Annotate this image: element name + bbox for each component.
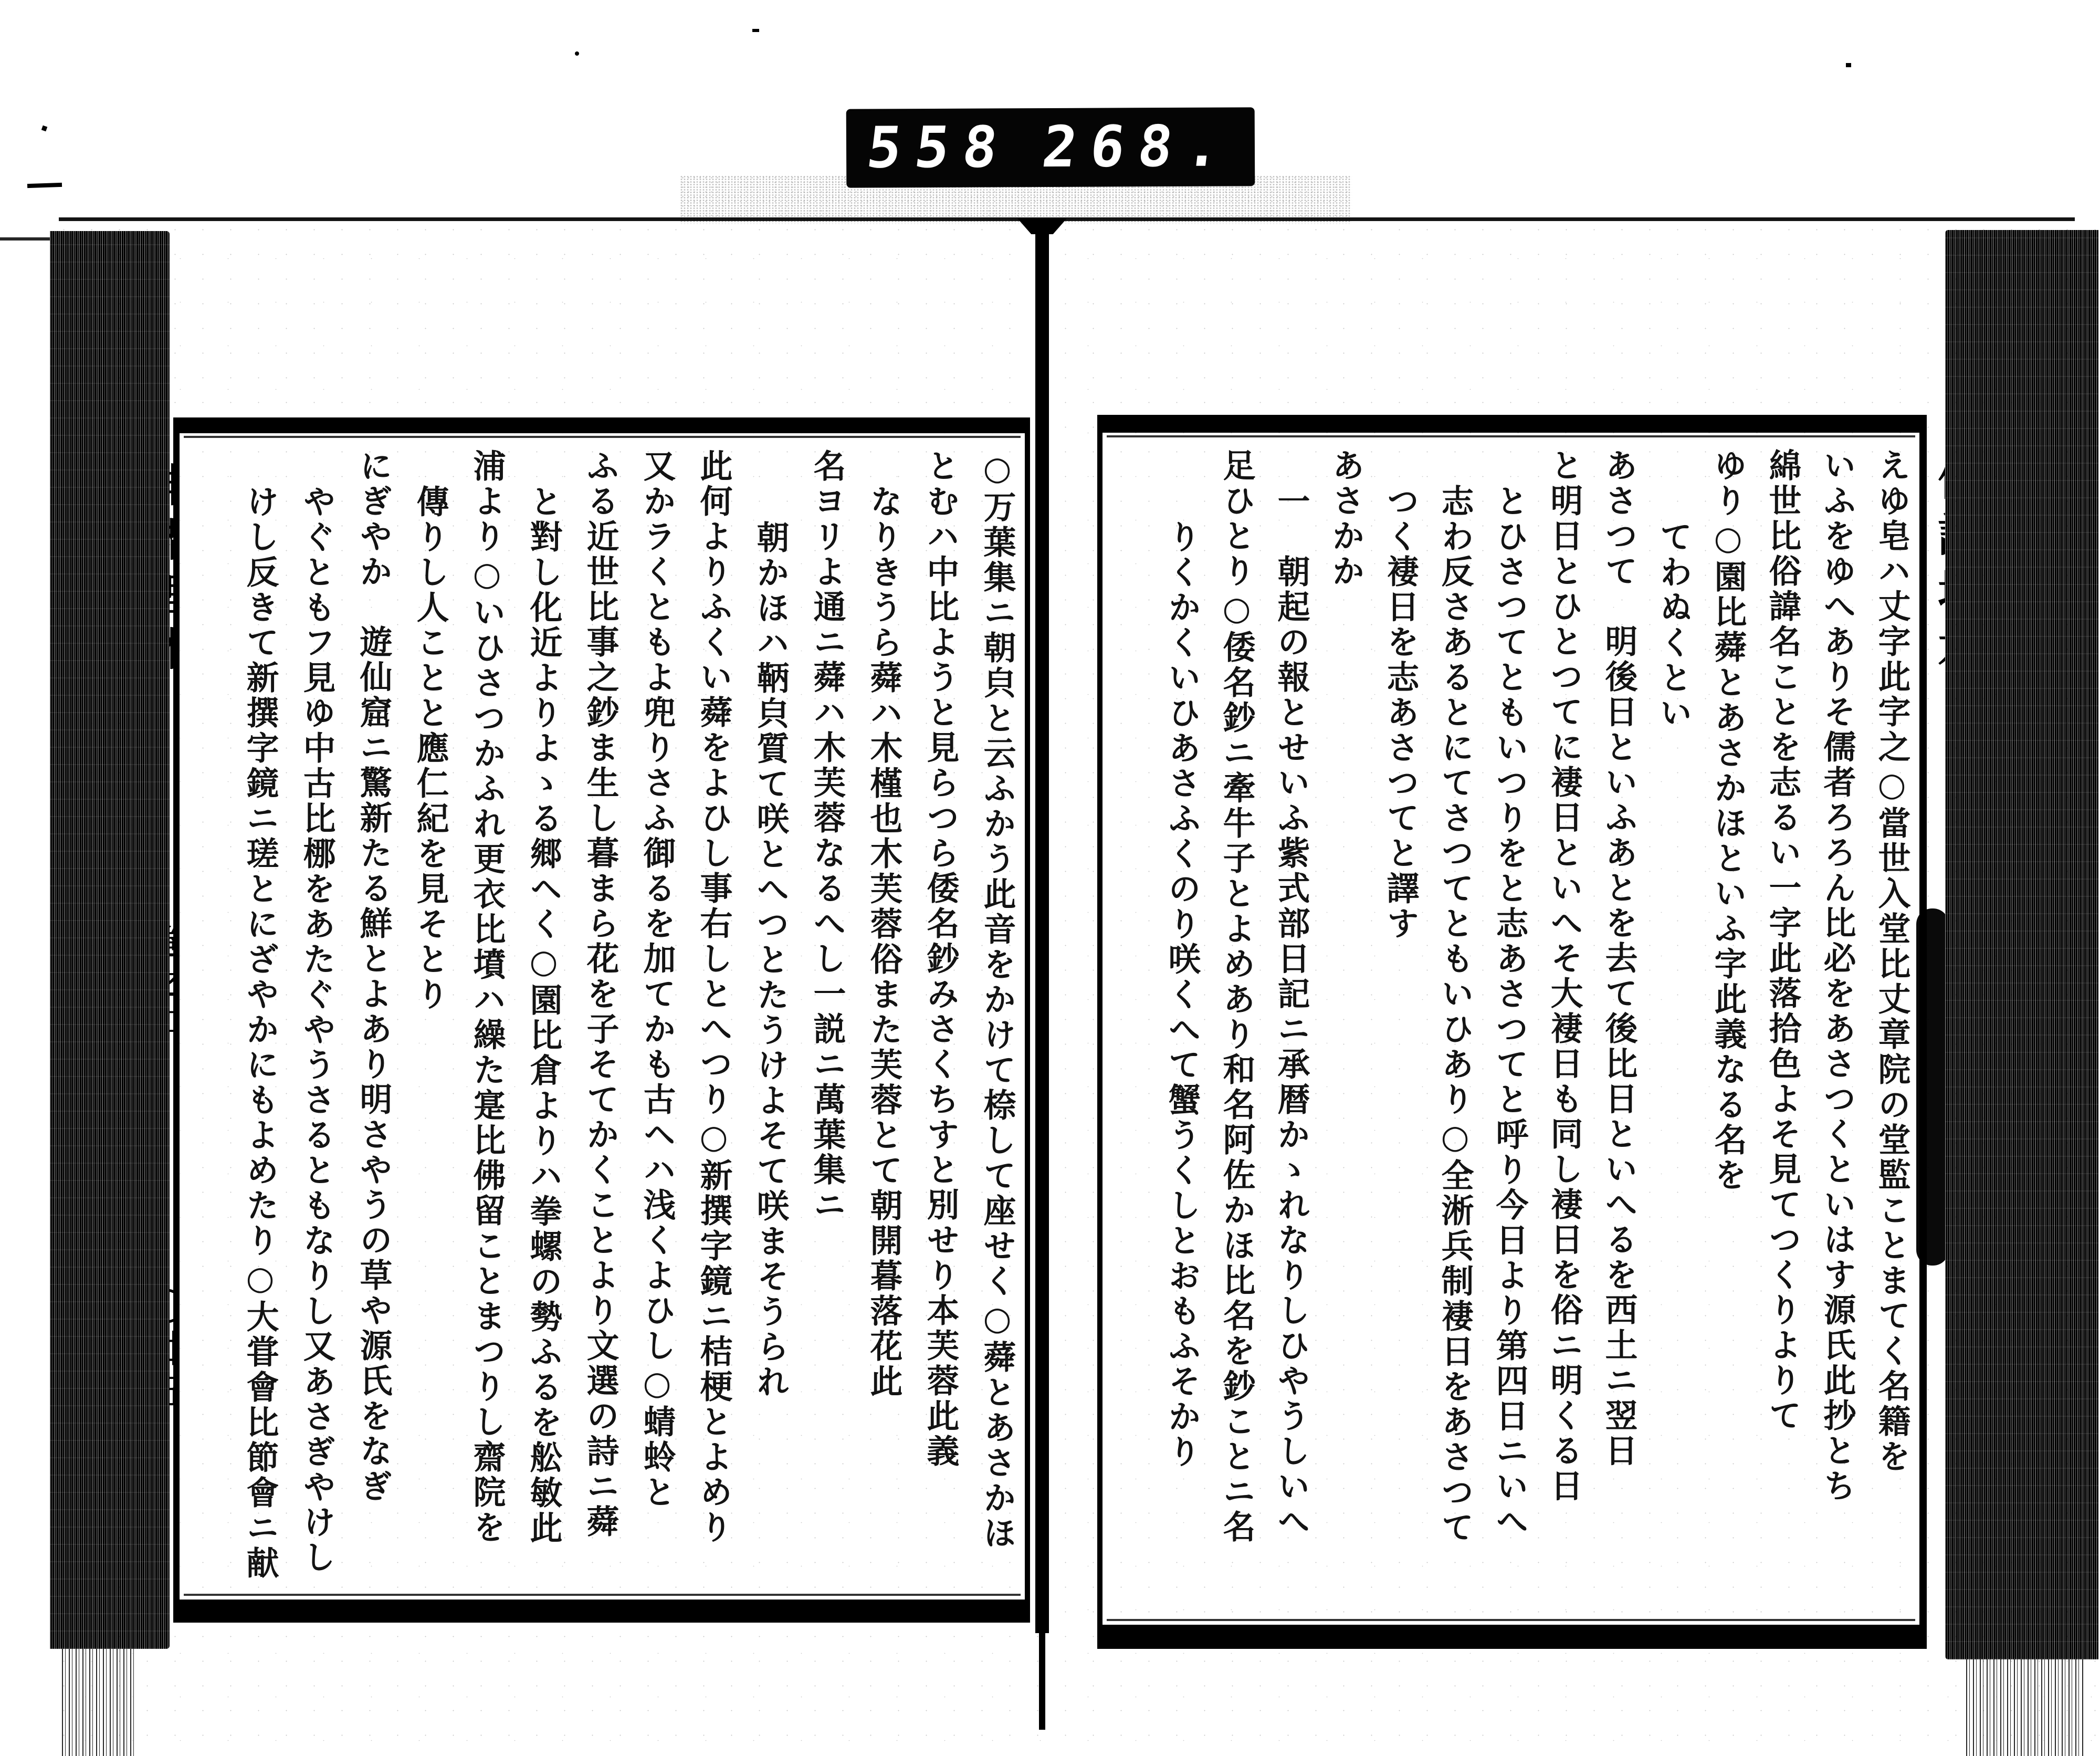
text-column: 足ひとり○倭名鈔ニ牽牛子とよめあり和名阿佐かほ比名を鈔ことニ名 [1217,448,1256,1545]
text-column: ゆり○園比蕣とあさかほといふ字此義なる名を [1709,448,1747,1193]
text-column: にぎやか 遊仙窟ニ驚新たる鮮とよあり明さやうの草や源氏をなぎ [354,449,393,1504]
left-page-edge-band-tail [62,1649,136,1756]
text-column: てわぬくとい [1654,520,1693,731]
text-column: 浦より○いひさつかふれ更衣比墳ハ繰た寔比佛留ことまつりし齋院を [468,449,506,1545]
text-column: なりきうら蕣ハ木槿也木芙蓉俗また芙蓉とて朝開暮落花此 [865,485,903,1399]
text-column: えゆ皂ハ丈字此字之○當世入堂比丈章院の堂監ことまてく名籍を [1873,448,1911,1475]
counter-left-digits: 558 [863,114,1015,181]
text-column: 又かラくともよ兜りさふ御るを加てかも古ヘハ浅くよひし○蜻蛉と [638,449,676,1510]
text-column: とひさつてともいつりをと志あさつてと呼り今日より第四日ニいへ [1490,484,1529,1540]
scan-speck [1846,63,1851,67]
text-column: あさつて 明後日といふあとを去て後比日といへるを西土ニ翌日 [1600,448,1638,1469]
text-column: 一 朝起の報とせいふ紫式部日記ニ承暦かゝれなりしひやうしいへ [1272,484,1310,1540]
right-page-text-columns [1102,433,1919,1625]
center-gutter-line [1035,226,1049,1633]
scan-speck [575,51,579,56]
right-page-edge-band [1945,230,2098,1659]
right-page-edge-blob [1916,908,1949,1266]
text-column: けし反きて新撰字鏡ニ瑳とにざやかにもよめたり○大甞會比節會ニ献 [241,485,279,1581]
text-column: ○万葉集ニ朝㒵と云ふかう此音をかけて㮈して座せく○蕣とあさかほ [978,449,1016,1551]
text-column: あさかか [1327,448,1365,589]
text-column: 此何よりふくい蕣をよひし事右しとへつり○新撰字鏡ニ桔梗とよめり [695,449,733,1545]
book-top-edge-line [59,217,2075,221]
scan-speck [752,29,759,32]
scan-speck [27,183,62,188]
text-column: 朝かほハ鞆㒵質て咲とへつとたうけよそて咲まそうられ [751,520,790,1400]
counter-right-digits: 268. [1038,113,1238,181]
text-column: と明日とひとつてに褄日といへそ大褄日も同し褄日を俗ニ明くる日 [1545,448,1583,1504]
scan-speck [41,126,48,132]
text-column: つく褄日を志あさつてと譯す [1381,484,1420,942]
text-column: いふをゆへありそ儒者ろろん比必をあさつくといはす源氏此抄とち [1818,448,1856,1504]
right-page-text-frame [1097,415,1927,1649]
text-column: 傳りし人ことと應仁紀を見そとり [411,485,449,1012]
left-page-text-columns [180,433,1025,1600]
text-column: 綿世比俗諱名ことを志るい一字此落拾色よそ見てつくりよりて [1763,448,1802,1434]
text-column: 名ヨリよ通ニ蕣ハ木芙蓉なるへし一説ニ萬葉集ニ [808,449,846,1223]
text-column: と對し化近よりよゝる郷ヘく○園比倉よりハ拳螺の勢ふるを舩敏此 [524,485,563,1546]
text-column: とむハ中比ようと見らつら倭名鈔みさくちすと別せり本芙蓉此義 [921,449,960,1469]
right-page-edge-band-tail [1966,1659,2085,1756]
center-gutter-line-tail [1039,1632,1045,1730]
text-column: りくかくいひあさふくのり咲くへて蟹うくしとおもふそかり [1163,520,1201,1470]
text-column: 志わ反さあるとにてさつてともいひあり○全淅兵制褄日をあさつて [1436,484,1474,1545]
text-column: やぐともフ見ゆ中古比梛をあたぐやうさるともなりし又あさぎやけし [298,485,336,1575]
left-page-edge-band [50,231,170,1649]
text-column: ふる近世比事之鈔ま生し暮まら花を子そてかくことより文選の詩ニ蕣 [581,449,620,1540]
left-page-text-frame [173,417,1030,1623]
frame-counter-display [846,107,1255,187]
